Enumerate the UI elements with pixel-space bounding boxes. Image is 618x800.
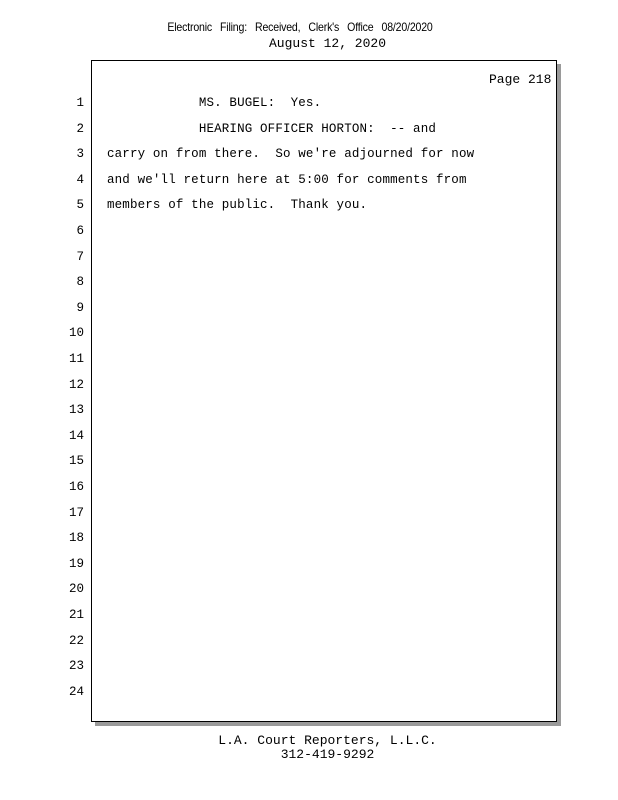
- line-number: 10: [68, 326, 84, 341]
- line-number: 2: [76, 121, 84, 136]
- line-text: HEARING OFFICER HORTON: -- and: [107, 121, 437, 136]
- line-number: 24: [68, 684, 84, 699]
- line-number: 12: [68, 377, 84, 392]
- line-number: 22: [68, 633, 84, 648]
- line-number: 21: [68, 608, 84, 622]
- line-number: 23: [68, 659, 84, 674]
- line-number: 9: [76, 300, 84, 315]
- line-number: 4: [76, 172, 84, 187]
- line-number: 7: [76, 249, 84, 264]
- line-number: 17: [68, 505, 84, 520]
- line-number: 6: [76, 224, 84, 238]
- line-number: 15: [68, 454, 84, 469]
- line-number: 19: [68, 556, 84, 571]
- line-number: 3: [76, 147, 84, 162]
- line-number: 18: [68, 531, 84, 546]
- footer-company: L.A. Court Reporters, L.L.C.: [218, 733, 437, 748]
- footer-phone: 312-419-9292: [280, 747, 375, 762]
- line-text: members of the public. Thank you.: [107, 198, 368, 213]
- line-number: 14: [68, 428, 84, 443]
- line-text: and we'll return here at 5:00 for comments from: [107, 172, 467, 187]
- filing-stamp: Electronic Filing: Received, Clerk's Office 08/20/2020: [167, 20, 433, 34]
- line-text: carry on from there. So we're adjourned for now: [107, 147, 475, 162]
- line-number: 11: [68, 352, 84, 366]
- line-number: 13: [68, 403, 84, 418]
- page-number: Page 218: [489, 72, 552, 87]
- line-number: 1: [76, 96, 84, 110]
- line-number: 8: [76, 275, 84, 290]
- line-text: MS. BUGEL: Yes.: [107, 96, 322, 110]
- line-number: 20: [68, 582, 84, 597]
- line-number: 5: [76, 198, 84, 213]
- line-number: 16: [68, 480, 84, 494]
- hearing-date: August 12, 2020: [268, 36, 387, 51]
